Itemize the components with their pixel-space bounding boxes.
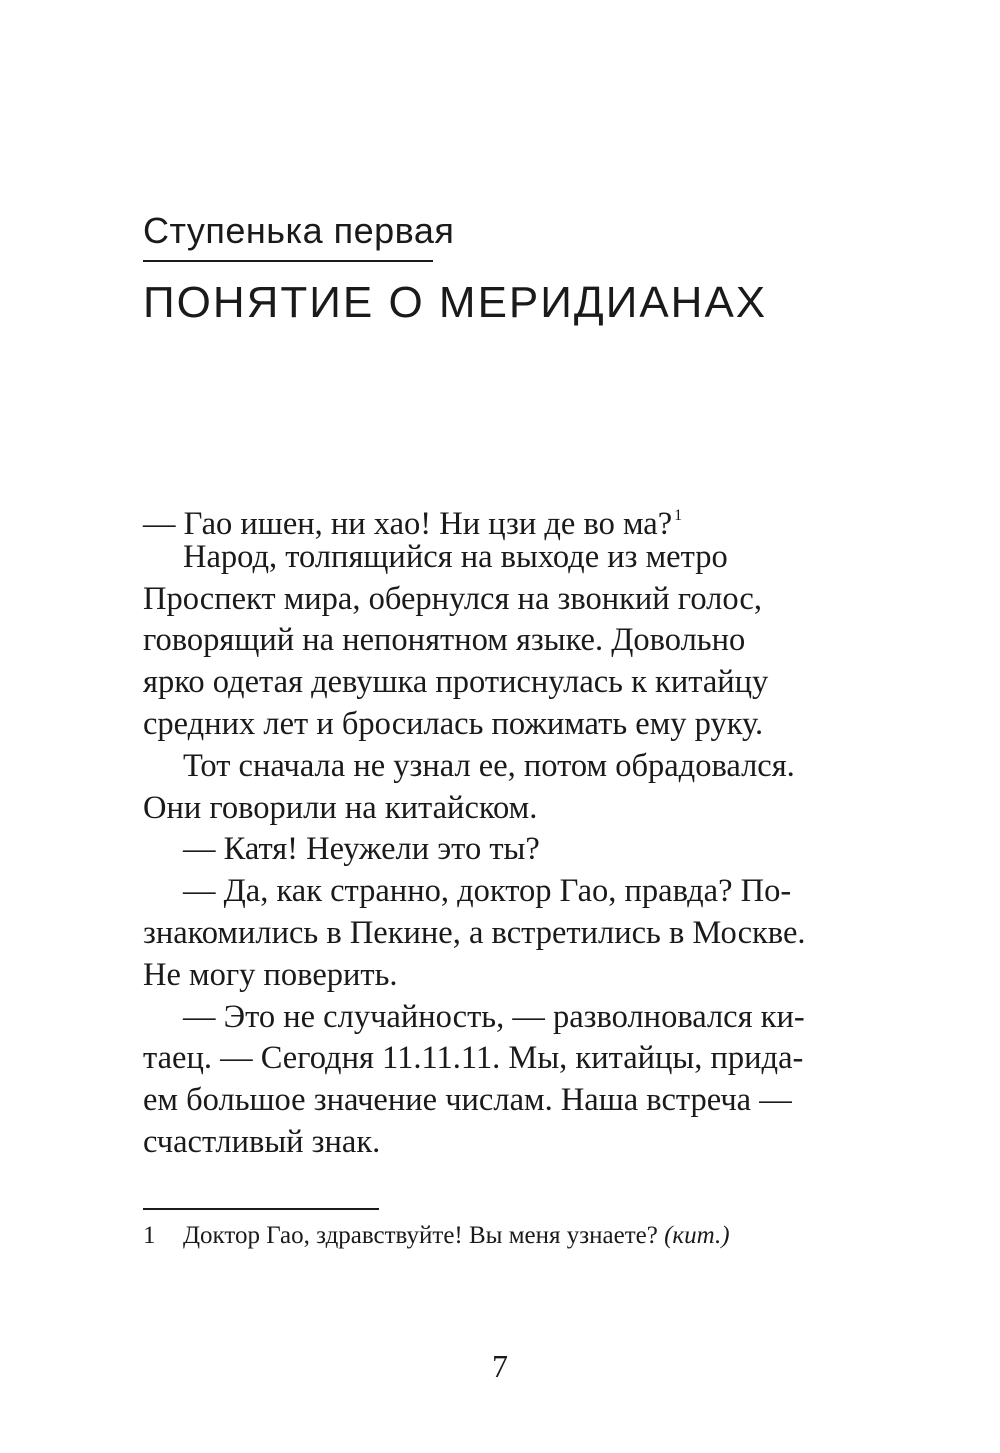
paragraph-line: [143, 620, 891, 662]
paragraph-line: [143, 829, 891, 871]
line-text: Они говорили на китайском.: [143, 789, 538, 826]
line-text: знакомились в Пекине, а встретились в Москве.: [143, 914, 806, 951]
line-text: — Катя! Неужели это ты?: [183, 831, 540, 868]
line-text: средних лет и бросилась пожимать ему руку.: [143, 705, 764, 742]
line-text: — Да, как странно, доктор Гао, правда? По-: [183, 873, 792, 910]
page-number: 7: [492, 1348, 508, 1384]
paragraph-line: [143, 704, 891, 746]
line-text: — Это не случайность, — разволновался ки-: [183, 998, 805, 1035]
paragraph-line: [143, 1038, 891, 1080]
chapter-label: Ступенька первая: [143, 210, 455, 251]
paragraph-line: [143, 746, 891, 788]
body-text: [143, 495, 891, 1164]
paragraph-line: [143, 788, 891, 830]
chapter-title: ПОНЯТИЕ О МЕРИДИАНАХ: [143, 278, 768, 327]
paragraph-line: [143, 662, 891, 704]
footnote: [143, 1222, 730, 1250]
line-text: ем большое значение числам. Наша встреча —: [143, 1082, 792, 1119]
paragraph-line: [143, 871, 891, 913]
line-text: ярко одетая девушка протиснулась к китайцу: [143, 664, 769, 701]
paragraph-line: [143, 579, 891, 621]
paragraph-line: [143, 1122, 891, 1164]
footnote-text: Доктор Гао, здравствуйте! Вы меня узнаете?: [183, 1222, 658, 1249]
paragraph-line: [143, 495, 891, 542]
footnote-rule: [143, 1208, 379, 1210]
paragraph-line: [143, 997, 891, 1039]
line-text: таец. — Сегодня 11.11.11. Мы, китайцы, прида-: [143, 1040, 804, 1077]
chapter-rule: [143, 260, 433, 262]
paragraph-line: [143, 1080, 891, 1122]
line-text: счастливый знак.: [143, 1123, 381, 1160]
line-text: Проспект мира, обернулся на звонкий голос,: [143, 580, 762, 617]
paragraph-line: [143, 955, 891, 997]
line-text: говорящий на непонятном языке. Довольно: [143, 622, 746, 659]
footnote-marker: 1: [674, 507, 683, 524]
line-text: Тот сначала не узнал ее, потом обрадовался.: [183, 747, 795, 784]
footnote-number: 1: [143, 1222, 156, 1249]
line-text: Не могу поверить.: [143, 956, 398, 993]
line-text: — Гао ишен, ни хао! Ни цзи де во ма?: [143, 506, 673, 542]
paragraph-line: [143, 913, 891, 955]
line-text: Народ, толпящийся на выходе из метро: [183, 538, 728, 575]
paragraph-line: [143, 537, 891, 579]
footnote-language-tag: (кит.): [664, 1222, 730, 1249]
